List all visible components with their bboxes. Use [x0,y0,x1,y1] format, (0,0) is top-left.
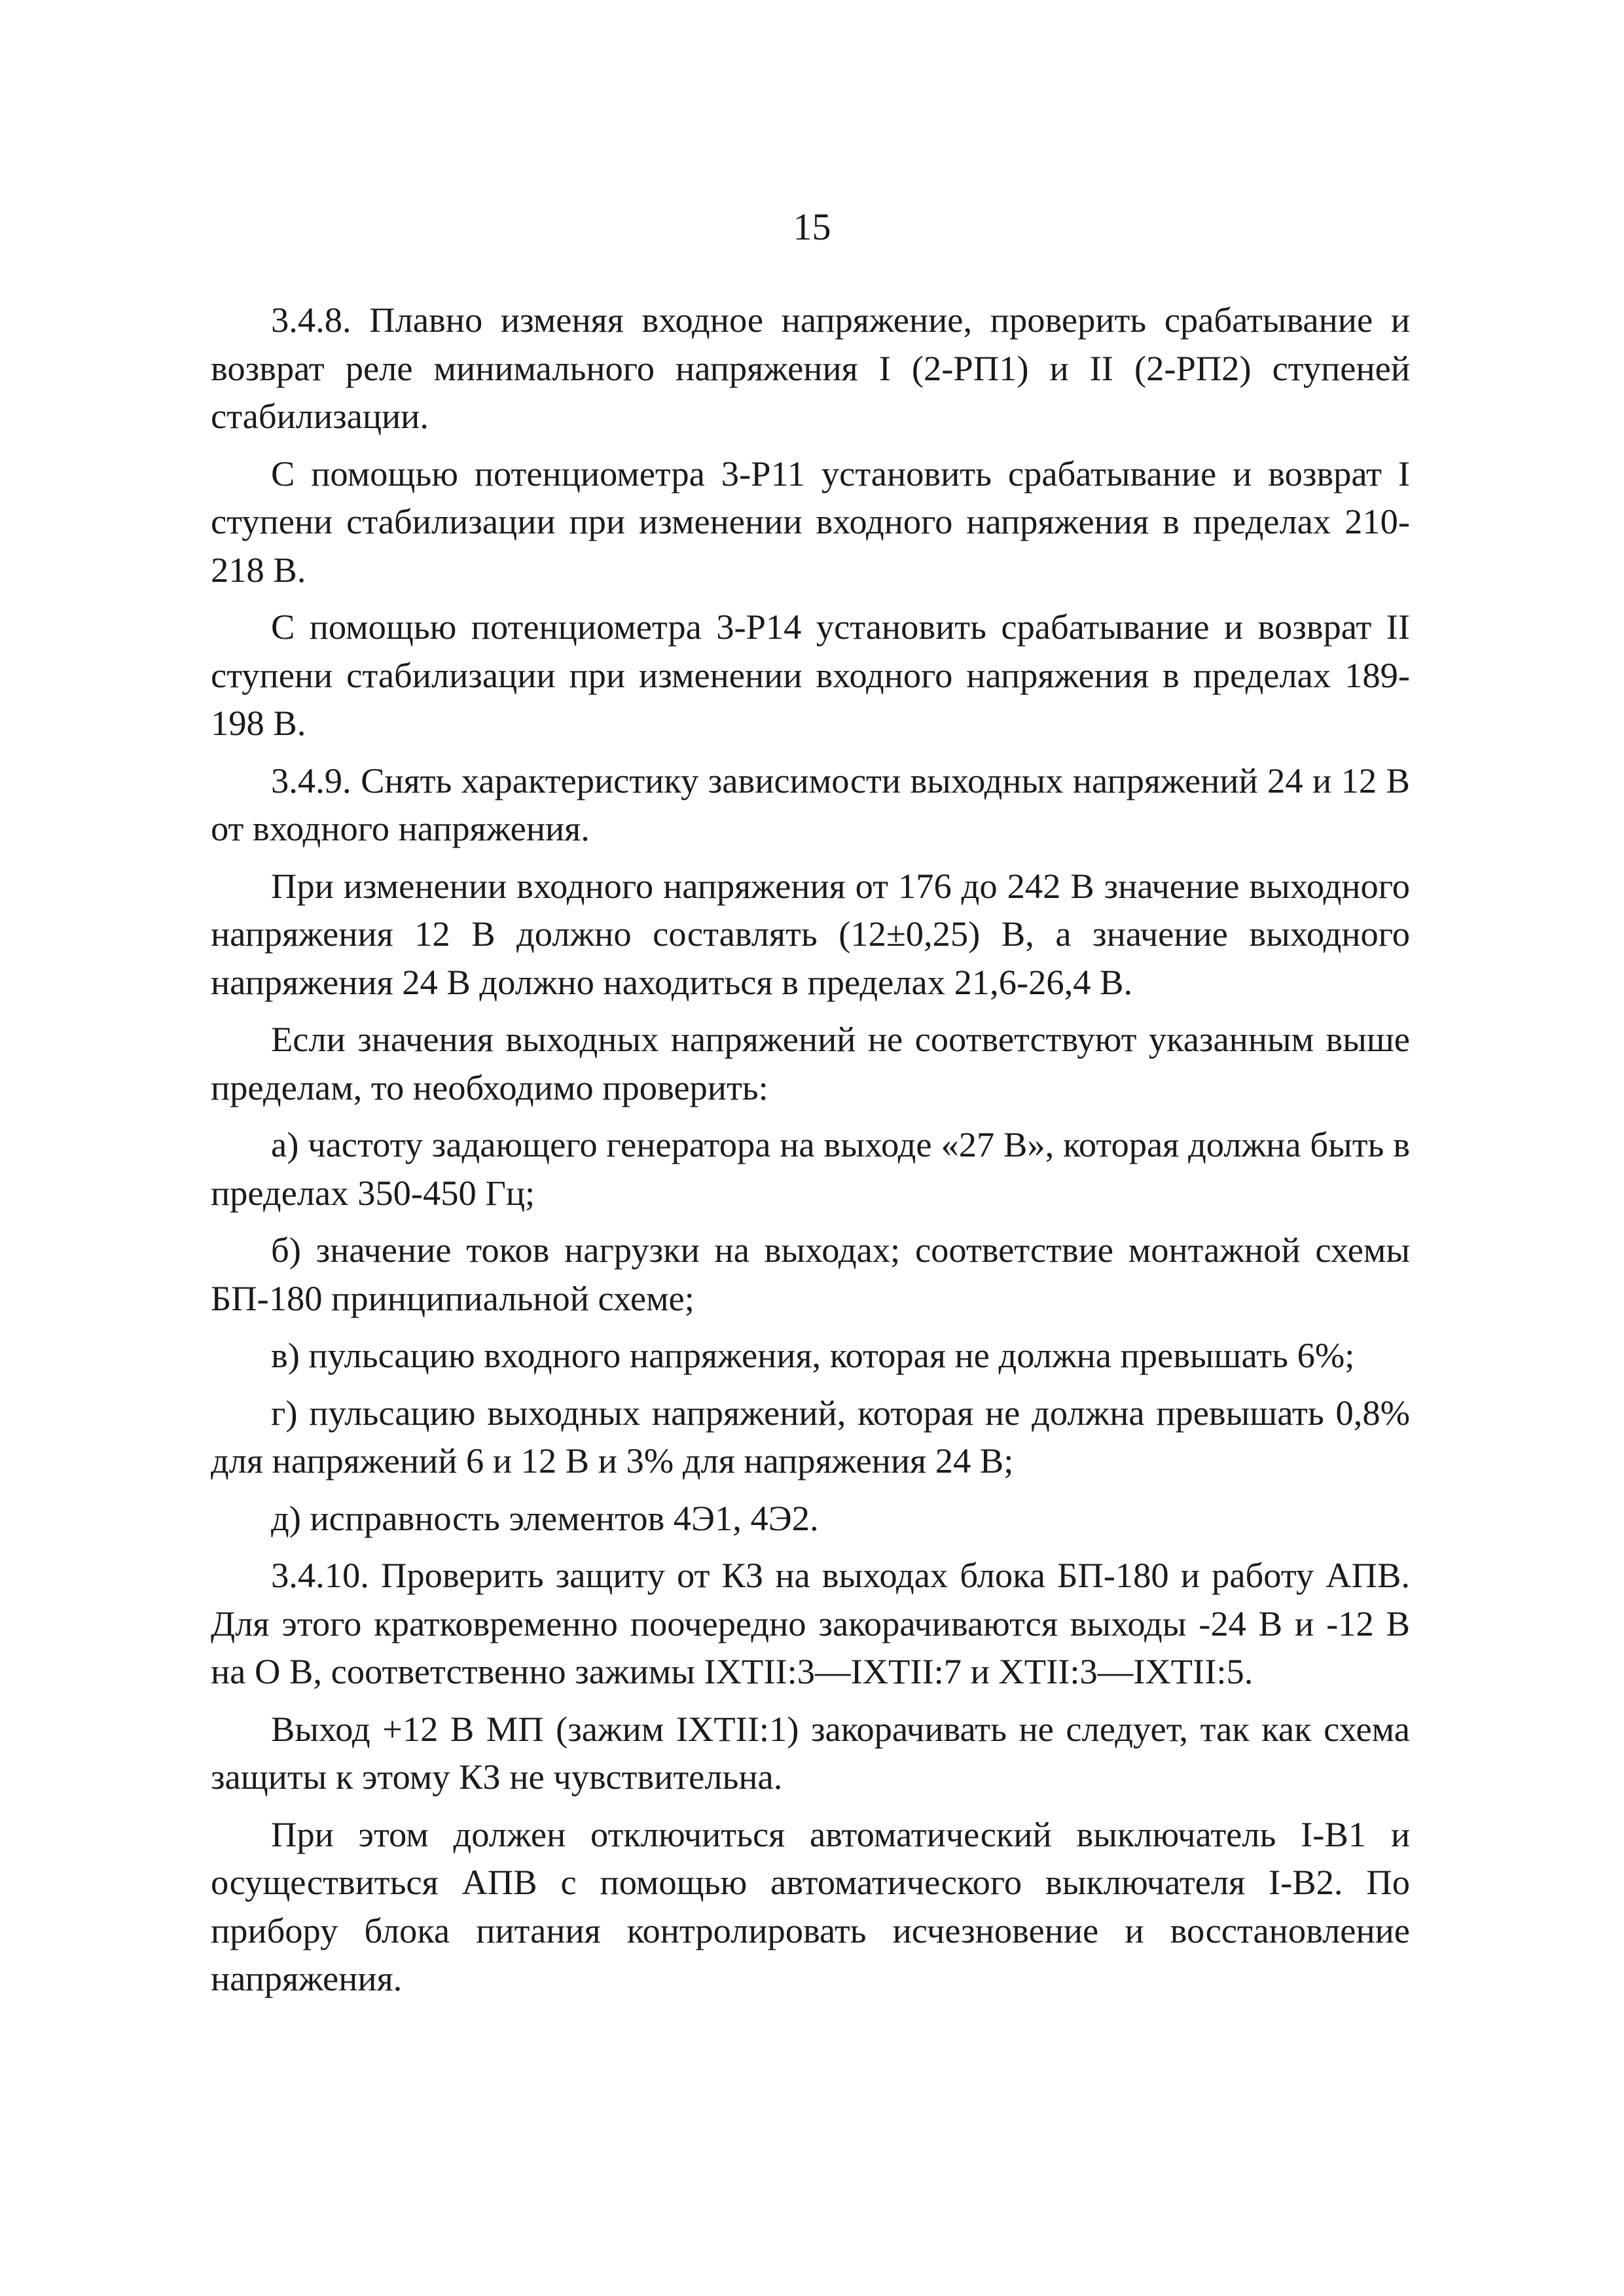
page-number: 15 [793,206,831,248]
paragraph-voltage-range: При изменении входного напряжения от 176 до 242 В значение выходного напряжения 12 В должно составлять (12±0,25) В, а значение выходного напряжения 24 В должно находиться в пределах 21,6-26,4 В. [211,865,1410,1002]
paragraph-check-intro: Если значения выходных напряжений не соответствуют указанным выше пределам, то необходимо проверить: [211,1019,1410,1107]
list-item-v: в) пульсацию входного напряжения, которая не должна превышать 6%; [271,1335,1355,1375]
paragraph-3-4-9: 3.4.9. Снять характеристику зависимости выходных напряжений 24 и 12 В от входного напряжения. [211,760,1410,848]
list-item-a: а) частоту задающего генератора на выходе «27 В», которая должна быть в пределах 350-450 Гц; [211,1124,1410,1213]
body-text [211,296,1410,2003]
paragraph-3-4-8: 3.4.8. Плавно изменяя входное напряжение, проверить срабатывание и возврат реле минимального напряжения I (2-РП1) и II (2-РП2) ступеней стабилизации. [211,300,1410,436]
paragraph-output-12v: Выход +12 В МП (зажим IХТII:1) закорачивать не следует, так как схема защиты к этому КЗ не чувствительна. [211,1708,1410,1797]
list-item-b: б) значение токов нагрузки на выходах; соответствие монтажной схемы БП-180 принципиальной схеме; [211,1230,1410,1318]
paragraph-breaker: При этом должен отключиться автоматический выключатель I-В1 и осуществиться АПВ с помощью автоматического выключателя I-В2. По прибору блока питания контролировать исчезновение и восстановление напряжения. [211,1814,1410,1998]
paragraph-3-4-10: 3.4.10. Проверить защиту от КЗ на выходах блока БП-180 и работу АПВ. Для этого кратковременно поочередно закорачиваются выходы -24 В и -12 В на О В, соответственно зажимы IХТII:3—IХТII:7 и ХТII:3—IХТII:5. [211,1555,1410,1691]
list-item-d: д) исправность элементов 4Э1, 4Э2. [271,1498,819,1538]
paragraph-potentiometer-p11: С помощью потенциометра 3-Р11 установить срабатывание и возврат I ступени стабилизации при изменении входного напряжения в пределах 210-218 В. [211,453,1410,590]
paragraph-potentiometer-p14: С помощью потенциометра 3-Р14 установить срабатывание и возврат II ступени стабилизации при изменении входного напряжения в пределах 189-198 В. [211,607,1410,743]
list-item-g: г) пульсацию выходных напряжений, которая не должна превышать 0,8% для напряжений 6 и 12 В и 3% для напряжения 24 В; [211,1392,1410,1480]
